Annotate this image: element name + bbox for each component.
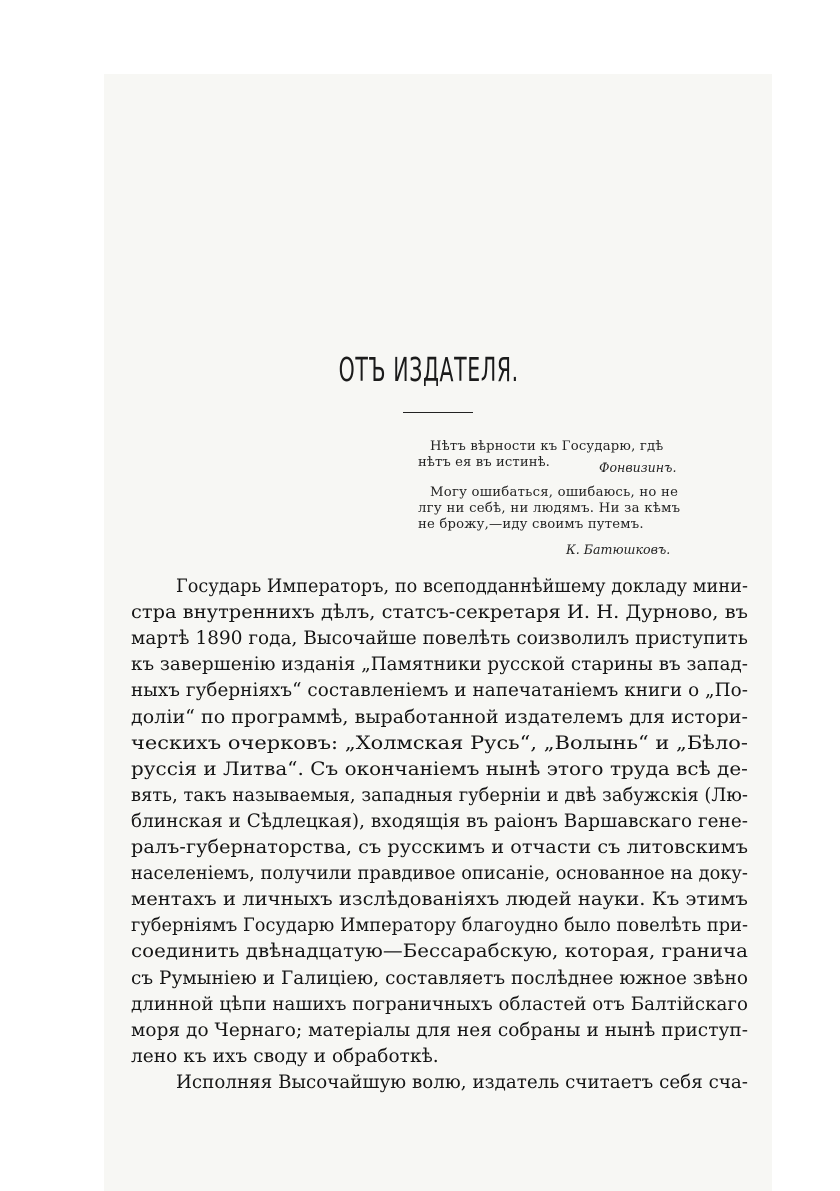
epigraph-2-line-1: Могу ошибаться, ошибаюсь, но не bbox=[430, 485, 679, 500]
page-title: ОТЪ ИЗДАТЕЛЯ. bbox=[338, 350, 519, 389]
epigraph-1-line-1: Нѣтъ вѣрности къ Государю, гдѣ bbox=[430, 439, 664, 454]
body-line: къ завершенію изданія „Памятники русской старины въ запад- bbox=[131, 654, 749, 676]
body-line: доліи“ по программѣ, выработанной издателемъ для истори- bbox=[131, 706, 748, 728]
body-line: губерніямъ Государю Императору благоудно было повелѣть при- bbox=[131, 915, 749, 937]
epigraph-1-author: Фонвизинъ. bbox=[599, 460, 677, 475]
body-line: населеніемъ, получили правдивое описаніе, основанное на доку- bbox=[131, 863, 748, 885]
body-line: Государь Императоръ, по всеподданнѣйшему докладу мини- bbox=[176, 576, 748, 597]
body-line: мартѣ 1890 года, Высочайше повелѣть соизволилъ приступить bbox=[131, 628, 748, 650]
body-line: ческихъ очерковъ: „Холмская Русь“, „Волынь“ и „Бѣло- bbox=[131, 732, 748, 754]
epigraph-2-line-3: не брожу,—иду своимъ путемъ. bbox=[418, 517, 644, 532]
body-line: соединить двѣнадцатую—Бессарабскую, которая, граничa bbox=[131, 941, 749, 963]
epigraph-1-line-2: нѣтъ ея въ истинѣ. bbox=[418, 455, 550, 470]
epigraph-2-author: К. Батюшковъ. bbox=[566, 542, 671, 557]
body-line: моря до Чернаго; матеріалы для нея собраны и нынѣ приступ- bbox=[131, 1019, 749, 1041]
body-line: длинной цѣпи нашихъ пограничныхъ областей отъ Балтійскаго bbox=[131, 993, 748, 1015]
title-divider bbox=[403, 412, 473, 413]
body-line: ментахъ и личныхъ изслѣдованіяхъ людей науки. Къ этимъ bbox=[131, 889, 748, 911]
body-line: вять, такъ называемыя, западныя губерніи и двѣ забужскія (Лю- bbox=[131, 784, 749, 806]
body-line: ралъ-губернаторства, съ русскимъ и отчасти съ литовскимъ bbox=[131, 837, 749, 858]
body-line: лено къ ихъ своду и обработкѣ. bbox=[131, 1045, 439, 1067]
body-line: блинская и Сѣдлецкая), входящія въ раіонъ Варшавскаго гене- bbox=[131, 810, 748, 832]
body-line: съ Румыніею и Галиціею, составляетъ послѣднее южное звѣно bbox=[131, 967, 748, 989]
body-line: руссія и Литва“. Съ окончаніемъ нынѣ этого труда всѣ де- bbox=[131, 758, 748, 780]
body-line: стра внутреннихъ дѣлъ, статсъ-секретаря И. Н. Дурново, въ bbox=[131, 602, 748, 624]
body-line: Исполняя Высочайшую волю, издатель считаетъ себя сча- bbox=[176, 1071, 749, 1093]
epigraph-2-line-2: лгу ни себѣ, ни людямъ. Ни за кѣмъ bbox=[418, 501, 681, 516]
body-line: ныхъ губерніяхъ“ составленіемъ и напечатаніемъ книги о „По- bbox=[131, 680, 748, 702]
